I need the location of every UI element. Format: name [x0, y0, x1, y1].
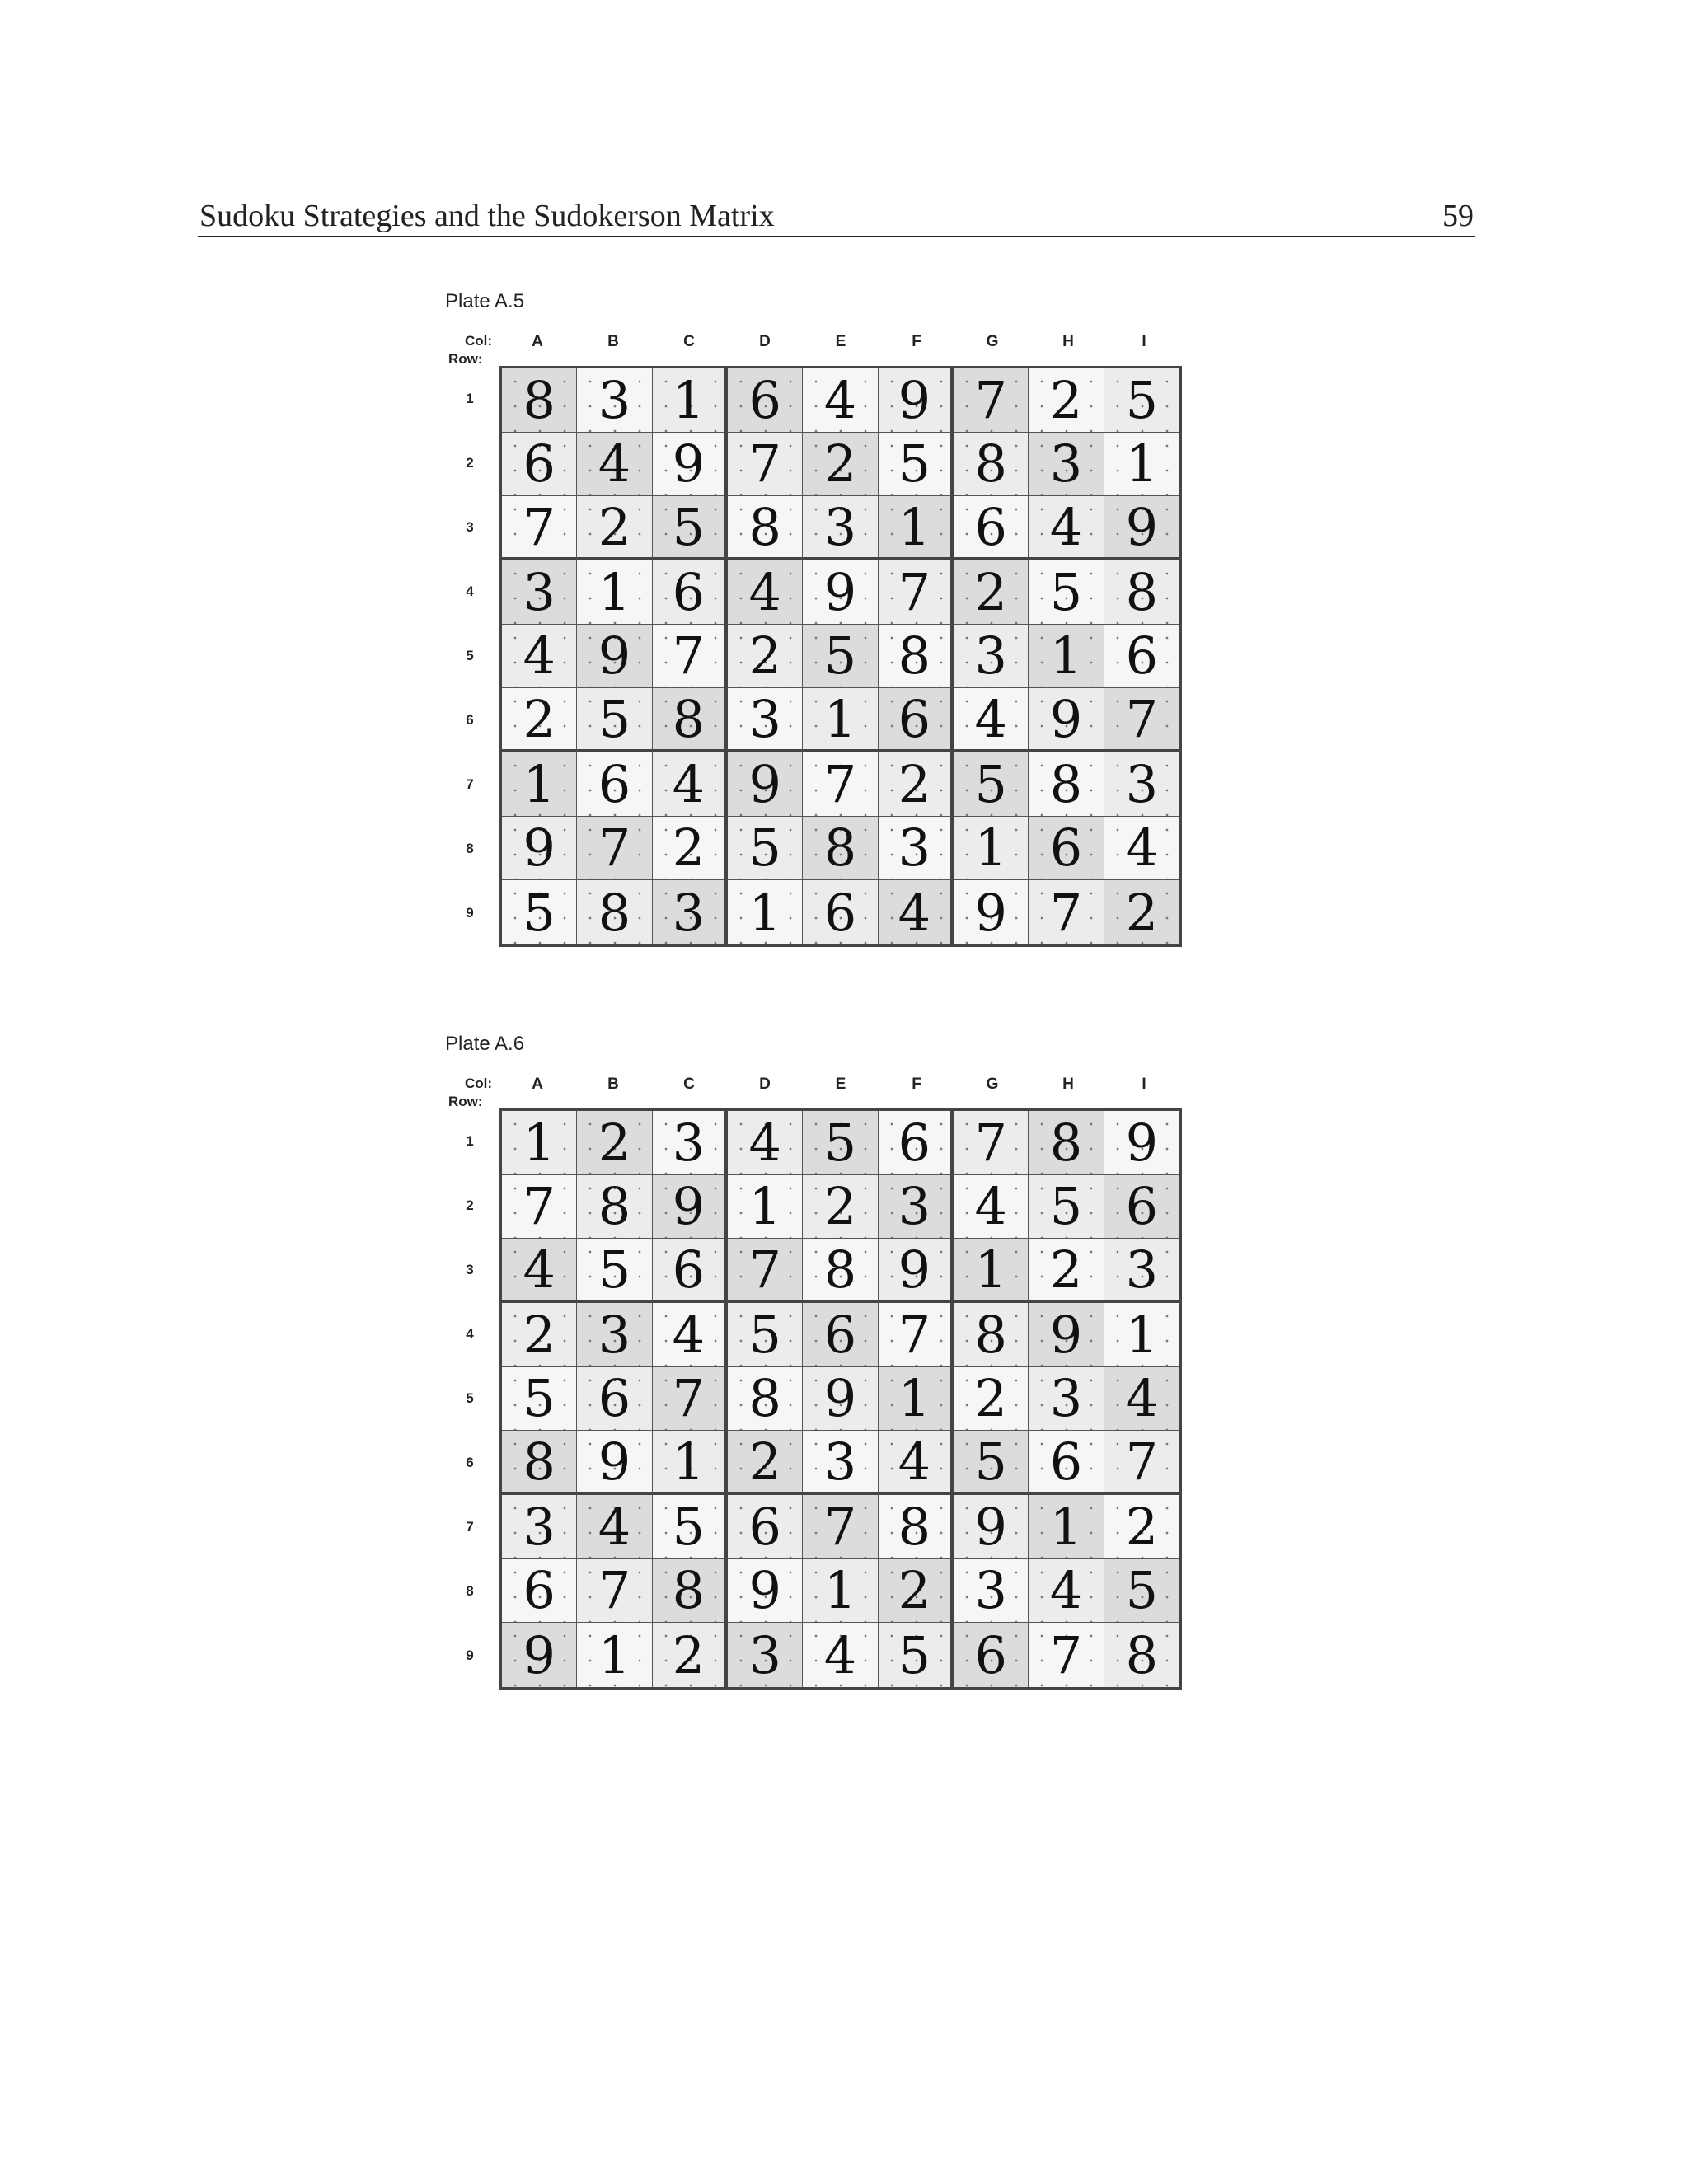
column-label: B	[607, 333, 619, 350]
grid-cell: 2	[577, 496, 652, 560]
grid-cell: 4	[502, 1239, 577, 1303]
grid-cell: 6	[879, 1111, 954, 1175]
grid-cell: 6	[1104, 1175, 1179, 1240]
grid-cell: 9	[1029, 688, 1104, 752]
grid-cell: 7	[1104, 688, 1179, 752]
grid-cell: 2	[879, 752, 954, 817]
grid-cell: 6	[502, 433, 577, 497]
grid-cell: 2	[728, 625, 803, 689]
column-label: H	[1062, 333, 1074, 350]
grid-cell: 1	[653, 1431, 728, 1495]
grid-cell: 5	[954, 1431, 1029, 1495]
grid-cell: 3	[1029, 433, 1104, 497]
grid-cell: 2	[577, 1111, 652, 1175]
grid-cell: 7	[577, 1559, 652, 1624]
grid-cell: 8	[1104, 560, 1179, 625]
grid-cell: 1	[879, 1367, 954, 1432]
grid-cell: 7	[879, 560, 954, 625]
grid-cell: 3	[879, 1175, 954, 1240]
column-label: C	[683, 1076, 695, 1093]
grid-cell: 7	[1029, 1623, 1104, 1687]
row-label: 5	[466, 648, 474, 663]
grid-cell: 6	[954, 496, 1029, 560]
grid-cell: 9	[728, 752, 803, 817]
grid-cell: 2	[1104, 1495, 1179, 1559]
grid-cell: 9	[502, 1623, 577, 1687]
grid-cell: 9	[879, 1239, 954, 1303]
grid-cell: 3	[803, 496, 878, 560]
grid-cell: 3	[803, 1431, 878, 1495]
grid-cell: 7	[954, 368, 1029, 433]
column-label: A	[532, 333, 543, 350]
grid-cell: 9	[653, 1175, 728, 1240]
grid-cell: 3	[1104, 752, 1179, 817]
row-label: 9	[466, 905, 474, 921]
grid-cell: 5	[728, 817, 803, 881]
grid-cell: 9	[577, 625, 652, 689]
grid-cell: 6	[577, 1367, 652, 1432]
grid-cell: 9	[879, 368, 954, 433]
grid-cell: 5	[1104, 1559, 1179, 1624]
grid-cell: 1	[1104, 433, 1179, 497]
grid-cell: 5	[1029, 1175, 1104, 1240]
sudoku-grid	[499, 366, 1182, 947]
grid-cell: 1	[1029, 1495, 1104, 1559]
grid-cell: 6	[577, 752, 652, 817]
grid-cell: 5	[577, 1239, 652, 1303]
grid-cell: 3	[1104, 1239, 1179, 1303]
grid-cell: 8	[1104, 1623, 1179, 1687]
grid-cell: 8	[653, 1559, 728, 1624]
grid-cell: 5	[803, 625, 878, 689]
grid-cell: 3	[728, 1623, 803, 1687]
grid-cell: 8	[1029, 1111, 1104, 1175]
column-label: G	[986, 333, 999, 350]
grid-cell: 7	[879, 1303, 954, 1367]
grid-cell: 4	[728, 560, 803, 625]
grid-cell: 7	[1104, 1431, 1179, 1495]
grid-cell: 5	[879, 433, 954, 497]
grid-cell: 7	[728, 1239, 803, 1303]
grid-cell: 5	[1029, 560, 1104, 625]
column-label: A	[532, 1076, 543, 1093]
grid-cell: 4	[1029, 496, 1104, 560]
page-header	[198, 191, 1475, 237]
grid-cell: 8	[879, 625, 954, 689]
grid-cell: 1	[577, 1623, 652, 1687]
row-label: 4	[466, 1326, 474, 1342]
grid-cell: 7	[1029, 880, 1104, 944]
row-label: 2	[466, 1197, 474, 1213]
grid-cell: 4	[803, 1623, 878, 1687]
grid-cell: 4	[803, 368, 878, 433]
grid-cell: 1	[954, 1239, 1029, 1303]
grid-cell: 6	[1029, 1431, 1104, 1495]
grid-cell: 4	[653, 1303, 728, 1367]
grid-cell: 4	[653, 752, 728, 817]
row-label: 5	[466, 1390, 474, 1406]
grid-cell: 8	[502, 1431, 577, 1495]
grid-cell: 6	[1029, 817, 1104, 881]
grid-cell: 2	[803, 433, 878, 497]
grid-cell: 3	[1029, 1367, 1104, 1432]
grid-cell: 7	[954, 1111, 1029, 1175]
row-label: 1	[466, 1133, 474, 1149]
grid-cell: 8	[728, 496, 803, 560]
grid-cell: 1	[577, 560, 652, 625]
column-label: B	[607, 1076, 619, 1093]
row-key-label: Row:	[448, 351, 483, 367]
grid-cell: 9	[1104, 496, 1179, 560]
grid-cell: 2	[1029, 1239, 1104, 1303]
row-label: 8	[466, 841, 474, 856]
grid-cell: 9	[803, 1367, 878, 1432]
grid-cell: 4	[954, 1175, 1029, 1240]
grid-cell: 5	[803, 1111, 878, 1175]
column-label: G	[986, 1076, 999, 1093]
grid-cell: 8	[577, 1175, 652, 1240]
grid-cell: 6	[803, 1303, 878, 1367]
grid-cell: 9	[728, 1559, 803, 1624]
grid-cell: 6	[954, 1623, 1029, 1687]
page-number: 59	[1442, 199, 1474, 233]
grid-cell: 1	[803, 1559, 878, 1624]
grid-cell: 4	[879, 880, 954, 944]
grid-cell: 5	[577, 688, 652, 752]
grid-cell: 8	[879, 1495, 954, 1559]
grid-cell: 4	[502, 625, 577, 689]
column-label: I	[1142, 1076, 1146, 1093]
row-label: 3	[466, 519, 474, 535]
grid-cell: 5	[954, 752, 1029, 817]
plate-label: Plate A.6	[445, 1033, 525, 1055]
grid-cell: 3	[653, 880, 728, 944]
grid-cell: 7	[653, 1367, 728, 1432]
grid-cell: 6	[653, 560, 728, 625]
grid-cell: 6	[502, 1559, 577, 1624]
column-label: H	[1062, 1076, 1074, 1093]
grid-cell: 9	[502, 817, 577, 881]
grid-cell: 6	[803, 880, 878, 944]
column-label: D	[759, 333, 771, 350]
column-label: E	[835, 1076, 846, 1093]
grid-cell: 4	[879, 1431, 954, 1495]
sudoku-grid	[499, 1108, 1182, 1690]
grid-cell: 3	[653, 1111, 728, 1175]
row-label: 7	[466, 1519, 474, 1535]
grid-cell: 2	[879, 1559, 954, 1624]
row-label: 1	[466, 391, 474, 406]
grid-cell: 4	[1104, 1367, 1179, 1432]
column-labels	[499, 333, 1182, 353]
grid-cell: 9	[653, 433, 728, 497]
row-key-label: Row:	[448, 1094, 483, 1109]
column-label: F	[912, 333, 921, 350]
grid-cell: 5	[653, 1495, 728, 1559]
grid-cell: 2	[728, 1431, 803, 1495]
grid-cell: 5	[1104, 368, 1179, 433]
grid-cell: 4	[728, 1111, 803, 1175]
column-label: I	[1142, 333, 1146, 350]
grid-cell: 4	[1104, 817, 1179, 881]
grid-cell: 1	[502, 752, 577, 817]
grid-cell: 1	[1104, 1303, 1179, 1367]
grid-cell: 9	[803, 560, 878, 625]
grid-cell: 2	[954, 560, 1029, 625]
grid-cell: 4	[577, 1495, 652, 1559]
grid-cell: 8	[577, 880, 652, 944]
grid-cell: 6	[879, 688, 954, 752]
grid-cell: 3	[728, 688, 803, 752]
running-title: Sudoku Strategies and the Sudokerson Matrix	[199, 199, 775, 233]
row-label: 3	[466, 1262, 474, 1277]
grid-cell: 2	[653, 1623, 728, 1687]
grid-cell: 5	[879, 1623, 954, 1687]
grid-cell: 7	[653, 625, 728, 689]
grid-cell: 1	[954, 817, 1029, 881]
grid-cell: 7	[577, 817, 652, 881]
grid-cell: 2	[954, 1367, 1029, 1432]
grid-cell: 8	[954, 433, 1029, 497]
grid-cell: 2	[1104, 880, 1179, 944]
grid-cell: 4	[954, 688, 1029, 752]
column-labels	[499, 1076, 1182, 1095]
grid-cell: 9	[954, 880, 1029, 944]
row-label: 4	[466, 583, 474, 599]
grid-cell: 3	[954, 625, 1029, 689]
grid-cell: 1	[502, 1111, 577, 1175]
grid-cell: 7	[803, 752, 878, 817]
row-label: 9	[466, 1647, 474, 1663]
grid-cell: 7	[502, 1175, 577, 1240]
grid-cell: 1	[803, 688, 878, 752]
grid-cell: 5	[502, 880, 577, 944]
grid-cell: 7	[728, 433, 803, 497]
grid-cell: 9	[1104, 1111, 1179, 1175]
grid-cell: 6	[728, 368, 803, 433]
row-label: 7	[466, 776, 474, 792]
grid-cell: 8	[728, 1367, 803, 1432]
grid-cell: 2	[1029, 368, 1104, 433]
grid-cell: 1	[879, 496, 954, 560]
grid-cell: 3	[502, 1495, 577, 1559]
plate-label: Plate A.5	[445, 290, 525, 312]
grid-cell: 6	[653, 1239, 728, 1303]
grid-cell: 4	[577, 433, 652, 497]
row-label: 6	[466, 1455, 474, 1470]
grid-cell: 2	[502, 688, 577, 752]
grid-cell: 3	[577, 368, 652, 433]
row-label: 6	[466, 712, 474, 728]
grid-cell: 5	[653, 496, 728, 560]
column-label: C	[683, 333, 695, 350]
grid-cell: 1	[1029, 625, 1104, 689]
grid-cell: 1	[653, 368, 728, 433]
grid-cell: 3	[502, 560, 577, 625]
grid-cell: 5	[728, 1303, 803, 1367]
grid-cell: 2	[502, 1303, 577, 1367]
grid-cell: 6	[1104, 625, 1179, 689]
row-labels	[437, 373, 486, 949]
grid-cell: 1	[728, 1175, 803, 1240]
grid-cell: 8	[803, 817, 878, 881]
grid-cell: 9	[1029, 1303, 1104, 1367]
column-label: F	[912, 1076, 921, 1093]
column-label: D	[759, 1076, 771, 1093]
col-key-label: Col:	[465, 1076, 493, 1091]
grid-cell: 8	[653, 688, 728, 752]
col-key-label: Col:	[465, 333, 493, 349]
grid-cell: 3	[954, 1559, 1029, 1624]
grid-cell: 3	[879, 817, 954, 881]
grid-cell: 6	[728, 1495, 803, 1559]
row-label: 8	[466, 1583, 474, 1599]
column-label: E	[835, 333, 846, 350]
grid-cell: 8	[803, 1239, 878, 1303]
grid-cell: 9	[577, 1431, 652, 1495]
grid-cell: 3	[577, 1303, 652, 1367]
grid-cell: 2	[803, 1175, 878, 1240]
grid-cell: 4	[1029, 1559, 1104, 1624]
row-label: 2	[466, 455, 474, 471]
grid-cell: 8	[954, 1303, 1029, 1367]
grid-cell: 1	[728, 880, 803, 944]
grid-cell: 8	[1029, 752, 1104, 817]
grid-cell: 8	[502, 368, 577, 433]
grid-cell: 7	[803, 1495, 878, 1559]
row-labels	[437, 1115, 486, 1692]
grid-cell: 9	[954, 1495, 1029, 1559]
grid-cell: 2	[653, 817, 728, 881]
grid-cell: 5	[502, 1367, 577, 1432]
grid-cell: 7	[502, 496, 577, 560]
